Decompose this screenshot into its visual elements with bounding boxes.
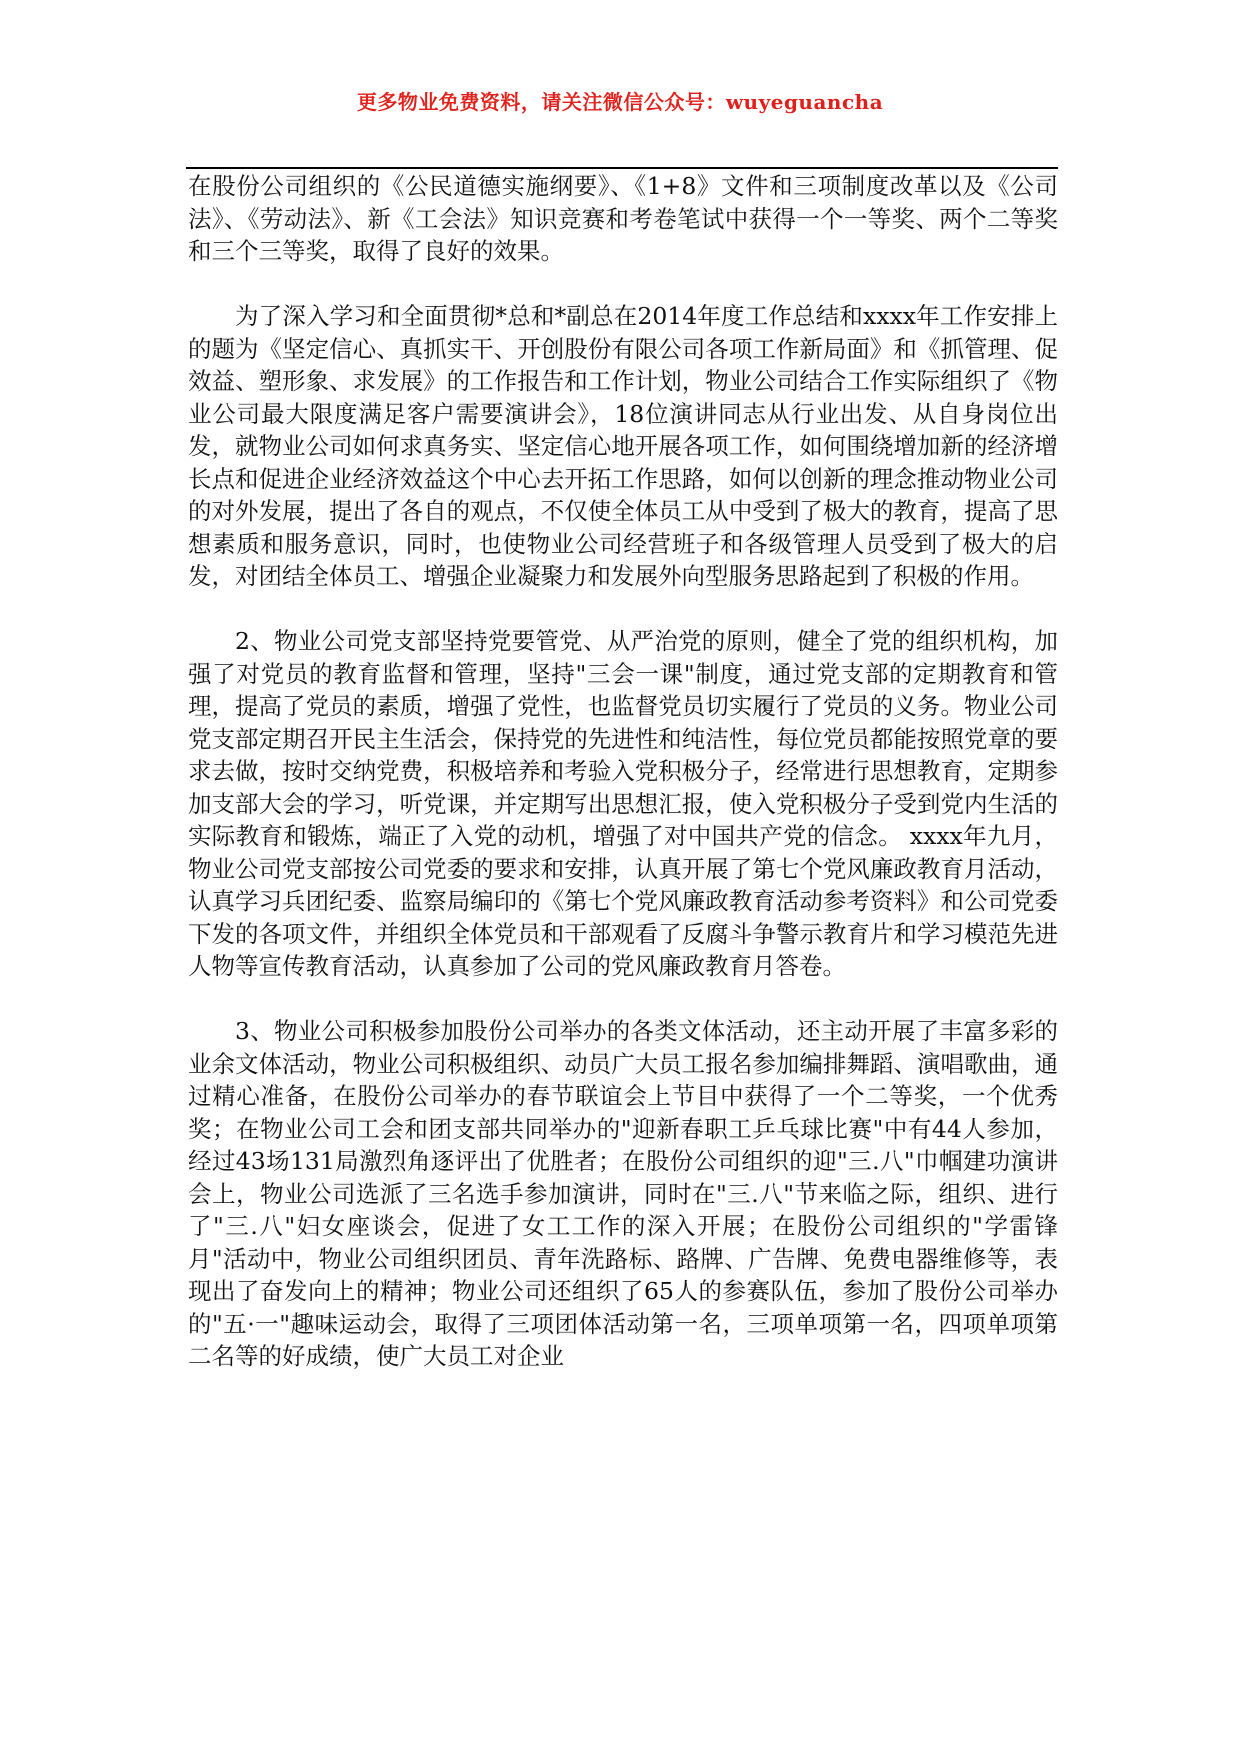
paragraph-party-branch: 2、物业公司党支部坚持党要管党、从严治党的原则，健全了党的组织机构，加强了对党员的教育监督和管理，坚持"三会一课"制度，通过党支部的定期教育和管理，提高了党员的素质，增强了党性，也监督党员切实履行了党员的义务。物业公司党支部定期召开民主生活会，保持党的先进性和纯洁性，每位党员都能按照党章的要求去做，按时交纳党费，积极培养和考验入党积极分子，经常进行思想教育，定期参加支部大会的学习，听党课，并定期写出思想汇报，使入党积极分子受到党内生活的实际教育和锻炼，端正了入党的动机，增强了对中国共产党的信念。 xxxx年九月，物业公司党支部按公司党委的要求和安排，认真开展了第七个党风廉政教育月活动，认真学习兵团纪委、监察局编印的《第七个党风廉政教育活动参考资料》和公司党委下发的各项文件，并组织全体党员和干部观看了反腐斗争警示教育片和学习模范先进人物等宣传教育活动，认真参加了公司的党风廉政教育月答卷。 [188,627,1058,980]
paragraph-contest-results: 在股份公司组织的《公民道德实施纲要》、《1+8》文件和三项制度改革以及《公司法》、《劳动法》、新《工会法》知识竞赛和考卷笔试中获得一个一等奖、两个二等奖和三个三等奖，取得了良好的效果。 [188,172,1058,265]
paragraph-speech-meeting: 为了深入学习和全面贯彻*总和*副总在2014年度工作总结和xxxx年工作安排上的题为《坚定信心、真抓实干、开创股份有限公司各项工作新局面》和《抓管理、促效益、塑形象、求发展》的工作报告和工作计划，物业公司结合工作实际组织了《物业公司最大限度满足客户需要演讲会》，18位演讲同志从行业出发、从自身岗位出发，就物业公司如何求真务实、坚定信心地开展各项工作，如何围绕增加新的经济增长点和促进企业经济效益这个中心去开拓工作思路，如何以创新的理念推动物业公司的对外发展，提出了各自的观点，不仅使全体员工从中受到了极大的教育，提高了思想素质和服务意识，同时，也使物业公司经营班子和各级管理人员受到了极大的启发，对团结全体员工、增强企业凝聚力和发展外向型服务思路起到了积极的作用。 [188,302,1058,590]
header-divider [186,167,1058,169]
promo-header: 更多物业免费资料，请关注微信公众号：wuyeguancha [356,90,884,114]
document-body [188,170,1058,1405]
paragraph-cultural-activities: 3、物业公司积极参加股份公司举办的各类文体活动，还主动开展了丰富多彩的业余文体活动，物业公司积极组织、动员广大员工报名参加编排舞蹈、演唱歌曲，通过精心准备，在股份公司举办的春节联谊会上节目中获得了一个二等奖，一个优秀奖；在物业公司工会和团支部共同举办的"迎新春职工乒乓球比赛"中有44人参加，经过43场131局激烈角逐评出了优胜者；在股份公司组织的迎"三.八"巾帼建功演讲会上，物业公司选派了三名选手参加演讲，同时在"三.八"节来临之际，组织、进行了"三.八"妇女座谈会，促进了女工工作的深入开展；在股份公司组织的"学雷锋月"活动中，物业公司组织团员、青年洗路标、路牌、广告牌、免费电器维修等，表现出了奋发向上的精神；物业公司还组织了65人的参赛队伍，参加了股份公司举办的"五·一"趣味运动会，取得了三项团体活动第一名，三项单项第一名，四项单项第二名等的好成绩，使广大员工对企业 [188,1017,1058,1370]
